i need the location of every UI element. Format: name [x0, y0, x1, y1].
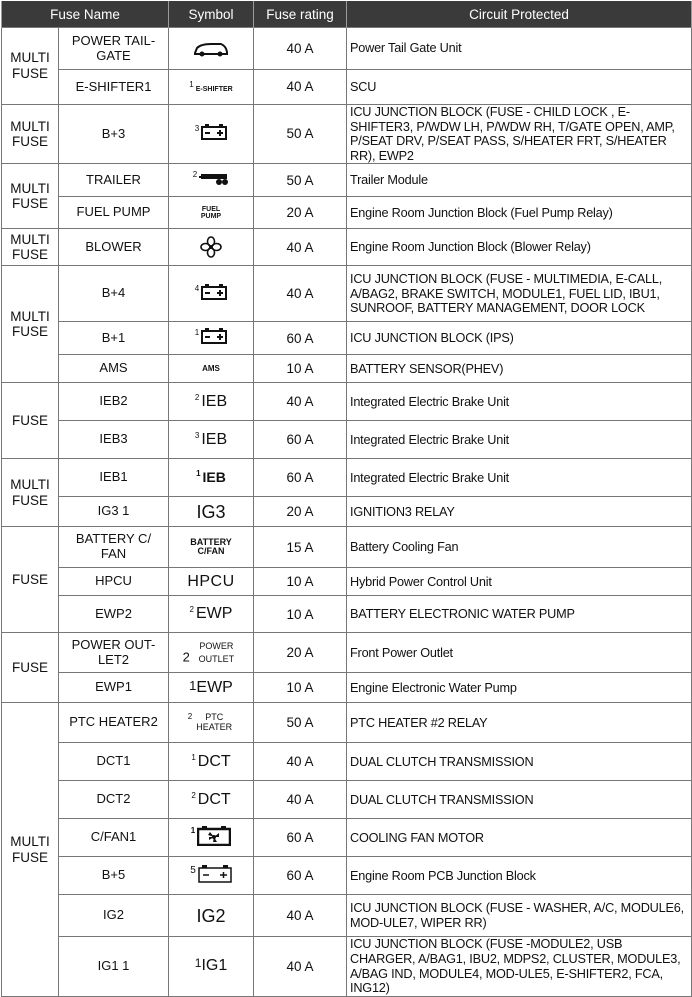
fuse-rating: 50 A	[254, 105, 347, 164]
group-label: FUSE	[2, 383, 59, 459]
ams-symbol: AMS	[202, 363, 220, 373]
circuit-protected: Integrated Electric Brake Unit	[347, 383, 692, 421]
fuse-rating: 60 A	[254, 819, 347, 857]
ieb-symbol: $^1$ IEB	[196, 469, 226, 486]
fuel-pump-symbol: FUEL PUMP	[200, 205, 222, 220]
fuse-table	[1, 1, 692, 997]
symbol-cell	[169, 197, 254, 229]
circuit-protected: BATTERY ELECTRONIC WATER PUMP	[347, 596, 692, 633]
fuse-name: AMS	[59, 355, 169, 383]
ieb-symbol: $^2$ IEB	[194, 392, 228, 410]
fuse-rating: 40 A	[254, 229, 347, 266]
circuit-protected: Battery Cooling Fan	[347, 527, 692, 568]
symbol-cell	[169, 568, 254, 596]
table-row	[2, 355, 692, 383]
fuse-name: C/FAN1	[59, 819, 169, 857]
fuse-name: TRAILER	[59, 164, 169, 197]
fuse-name: IG1 1	[59, 937, 169, 996]
symbol-cell	[169, 355, 254, 383]
symbol-cell	[169, 633, 254, 673]
fuse-name: IEB3	[59, 421, 169, 459]
circuit-protected: IGNITION3 RELAY	[347, 497, 692, 527]
symbol-cell	[169, 164, 254, 197]
battery-cfan-symbol: BATTERY C/FAN	[190, 537, 232, 557]
symbol-cell	[169, 937, 254, 996]
group-label: MULTI FUSE	[2, 703, 59, 996]
symbol-cell	[169, 703, 254, 743]
fuse-rating: 15 A	[254, 527, 347, 568]
table-row	[2, 895, 692, 937]
fan-icon	[200, 236, 222, 258]
fuse-rating: 10 A	[254, 596, 347, 633]
table-row	[2, 70, 692, 105]
symbol-cell	[169, 70, 254, 105]
circuit-protected: Hybrid Power Control Unit	[347, 568, 692, 596]
fuse-rating: 60 A	[254, 421, 347, 459]
fuse-name: HPCU	[59, 568, 169, 596]
fuse-rating: 40 A	[254, 743, 347, 781]
circuit-protected: ICU JUNCTION BLOCK (FUSE - WASHER, A/C, MODULE6, MOD-ULE7, WIPER RR)	[347, 895, 692, 937]
symbol-cell	[169, 421, 254, 459]
symbol-cell	[169, 673, 254, 703]
circuit-protected: ICU JUNCTION BLOCK (FUSE -MODULE2, USB CHARGER, A/BAG1, IBU2, MDPS2, CLUSTER, MODULE3, A/BAG IND, MODULE4, MOD-ULE5, E-SHIFTER2, FCA, ING12)	[347, 937, 692, 996]
cooling-fan-icon	[197, 826, 231, 846]
ewp-symbol: $^2$ EWP	[189, 605, 233, 623]
table-row	[2, 857, 692, 895]
fuse-name: B+3	[59, 105, 169, 164]
fuse-rating: 40 A	[254, 895, 347, 937]
symbol-cell	[169, 743, 254, 781]
fuse-name: EWP2	[59, 596, 169, 633]
group-label: MULTI FUSE	[2, 164, 59, 229]
fuse-name: IG3 1	[59, 497, 169, 527]
fuse-name: B+5	[59, 857, 169, 895]
group-label: MULTI FUSE	[2, 105, 59, 164]
circuit-protected: Engine Room Junction Block (Fuel Pump Relay)	[347, 197, 692, 229]
fuse-rating: 20 A	[254, 497, 347, 527]
circuit-protected: ICU JUNCTION BLOCK (FUSE - CHILD LOCK , E-SHIFTER3, P/WDW LH, P/WDW RH, T/GATE OPEN, AMP, P/SEAT DRV, P/SEAT PASS, S/HEATER FRT, S/HEATER RR), EWP2	[347, 105, 692, 164]
circuit-protected: PTC HEATER #2 RELAY	[347, 703, 692, 743]
table-row	[2, 266, 692, 322]
dct-symbol: $^1$ DCT	[191, 752, 231, 770]
fuse-name: EWP1	[59, 673, 169, 703]
fuse-rating: 10 A	[254, 673, 347, 703]
group-label: FUSE	[2, 527, 59, 633]
fuse-name: PTC HEATER2	[59, 703, 169, 743]
circuit-protected: Trailer Module	[347, 164, 692, 197]
fuse-rating: 60 A	[254, 322, 347, 355]
fuse-name: BLOWER	[59, 229, 169, 266]
fuse-name: IG2	[59, 895, 169, 937]
fuse-name: B+1	[59, 322, 169, 355]
group-label: MULTI FUSE	[2, 229, 59, 266]
table-row	[2, 322, 692, 355]
fuse-rating: 40 A	[254, 70, 347, 105]
fuse-name: DCT2	[59, 781, 169, 819]
fuse-rating: 20 A	[254, 633, 347, 673]
symbol-cell	[169, 819, 254, 857]
group-label: MULTI FUSE	[2, 459, 59, 527]
table-row	[2, 781, 692, 819]
header-fuse-rating: Fuse rating	[254, 1, 347, 28]
table-row	[2, 633, 692, 673]
symbol-cell	[169, 28, 254, 70]
table-row	[2, 673, 692, 703]
ig1-symbol: 1IG1	[194, 956, 228, 975]
circuit-protected: Integrated Electric Brake Unit	[347, 421, 692, 459]
hpcu-symbol: HPCU	[187, 572, 235, 590]
fuse-rating: 40 A	[254, 937, 347, 996]
fuse-rating: 40 A	[254, 781, 347, 819]
symbol-cell	[169, 105, 254, 164]
symbol-cell	[169, 527, 254, 568]
group-label: MULTI FUSE	[2, 266, 59, 383]
fuse-name: POWER OUT-LET2	[59, 633, 169, 673]
fuse-rating: 50 A	[254, 703, 347, 743]
fuse-rating: 50 A	[254, 164, 347, 197]
ptc-heater-symbol: $^2$ PTC HEATER	[187, 711, 233, 733]
circuit-protected: ICU JUNCTION BLOCK (FUSE - MULTIMEDIA, E-CALL, A/BAG2, BRAKE SWITCH, MODULE1, FUEL LID, IBU1, SUNROOF, BATTERY MANAGEMENT, DOOR LOCK	[347, 266, 692, 322]
header-fuse-name: Fuse Name	[2, 1, 169, 28]
table-row	[2, 937, 692, 996]
e-shifter-symbol: $^1$E-SHIFTER	[189, 79, 233, 93]
table-header-row	[2, 1, 692, 28]
cooling-fan-symbol: 1	[191, 826, 231, 850]
circuit-protected: BATTERY SENSOR(PHEV)	[347, 355, 692, 383]
fuse-rating: 40 A	[254, 28, 347, 70]
circuit-protected: COOLING FAN MOTOR	[347, 819, 692, 857]
fuse-rating: 20 A	[254, 197, 347, 229]
table-row	[2, 743, 692, 781]
circuit-protected: Front Power Outlet	[347, 633, 692, 673]
battery-icon	[198, 865, 232, 883]
fuse-rating: 40 A	[254, 266, 347, 322]
table-row	[2, 28, 692, 70]
symbol-cell	[169, 322, 254, 355]
symbol-cell	[169, 857, 254, 895]
fuse-name: IEB1	[59, 459, 169, 497]
battery-symbol: 1	[195, 328, 227, 348]
symbol-cell	[169, 383, 254, 421]
table-row	[2, 383, 692, 421]
fuse-name: BATTERY C/ FAN	[59, 527, 169, 568]
fuse-name: FUEL PUMP	[59, 197, 169, 229]
tailgate-icon	[193, 40, 229, 58]
fuse-rating: 10 A	[254, 568, 347, 596]
table-row	[2, 703, 692, 743]
table-row	[2, 197, 692, 229]
symbol-cell	[169, 596, 254, 633]
power-outlet-symbol: 2 POWER OUTLET	[182, 641, 235, 665]
table-row	[2, 105, 692, 164]
fuse-rating: 40 A	[254, 383, 347, 421]
fuse-rating: 60 A	[254, 459, 347, 497]
circuit-protected: ICU JUNCTION BLOCK (IPS)	[347, 322, 692, 355]
trailer-icon	[199, 170, 229, 186]
ieb-symbol: $^3$ IEB	[194, 430, 228, 448]
fuse-name: B+4	[59, 266, 169, 322]
battery-icon	[201, 328, 227, 344]
group-label: FUSE	[2, 633, 59, 703]
circuit-protected: DUAL CLUTCH TRANSMISSION	[347, 743, 692, 781]
table-row	[2, 459, 692, 497]
header-symbol: Symbol	[169, 1, 254, 28]
circuit-protected: Engine Room PCB Junction Block	[347, 857, 692, 895]
fuse-name: POWER TAIL-GATE	[59, 28, 169, 70]
fuse-rating: 10 A	[254, 355, 347, 383]
table-row	[2, 819, 692, 857]
battery-symbol: 4	[195, 284, 227, 304]
symbol-cell	[169, 781, 254, 819]
ig2-symbol: IG2	[196, 905, 226, 926]
battery-symbol: 3	[195, 124, 227, 144]
group-label: MULTI FUSE	[2, 28, 59, 105]
dct-symbol: $^2$ DCT	[191, 790, 231, 808]
trailer-symbol: 2	[193, 170, 229, 190]
circuit-protected: DUAL CLUTCH TRANSMISSION	[347, 781, 692, 819]
header-circuit-protected: Circuit Protected	[347, 1, 692, 28]
ewp-symbol: 1EWP	[189, 677, 233, 696]
table-row	[2, 497, 692, 527]
table-row	[2, 527, 692, 568]
battery-icon	[201, 124, 227, 140]
circuit-protected: Integrated Electric Brake Unit	[347, 459, 692, 497]
table-row	[2, 421, 692, 459]
symbol-cell	[169, 229, 254, 266]
table-row	[2, 596, 692, 633]
battery-symbol: 5	[190, 865, 232, 887]
symbol-cell	[169, 497, 254, 527]
fuse-name: E-SHIFTER1	[59, 70, 169, 105]
fuse-name: DCT1	[59, 743, 169, 781]
table-row	[2, 229, 692, 266]
fuse-rating: 60 A	[254, 857, 347, 895]
symbol-cell	[169, 895, 254, 937]
ig3-symbol: IG3	[196, 501, 226, 522]
symbol-cell	[169, 266, 254, 322]
battery-icon	[201, 284, 227, 300]
fuse-name: IEB2	[59, 383, 169, 421]
circuit-protected: Power Tail Gate Unit	[347, 28, 692, 70]
circuit-protected: Engine Electronic Water Pump	[347, 673, 692, 703]
table-row	[2, 164, 692, 197]
circuit-protected: SCU	[347, 70, 692, 105]
table-row	[2, 568, 692, 596]
symbol-cell	[169, 459, 254, 497]
circuit-protected: Engine Room Junction Block (Blower Relay)	[347, 229, 692, 266]
